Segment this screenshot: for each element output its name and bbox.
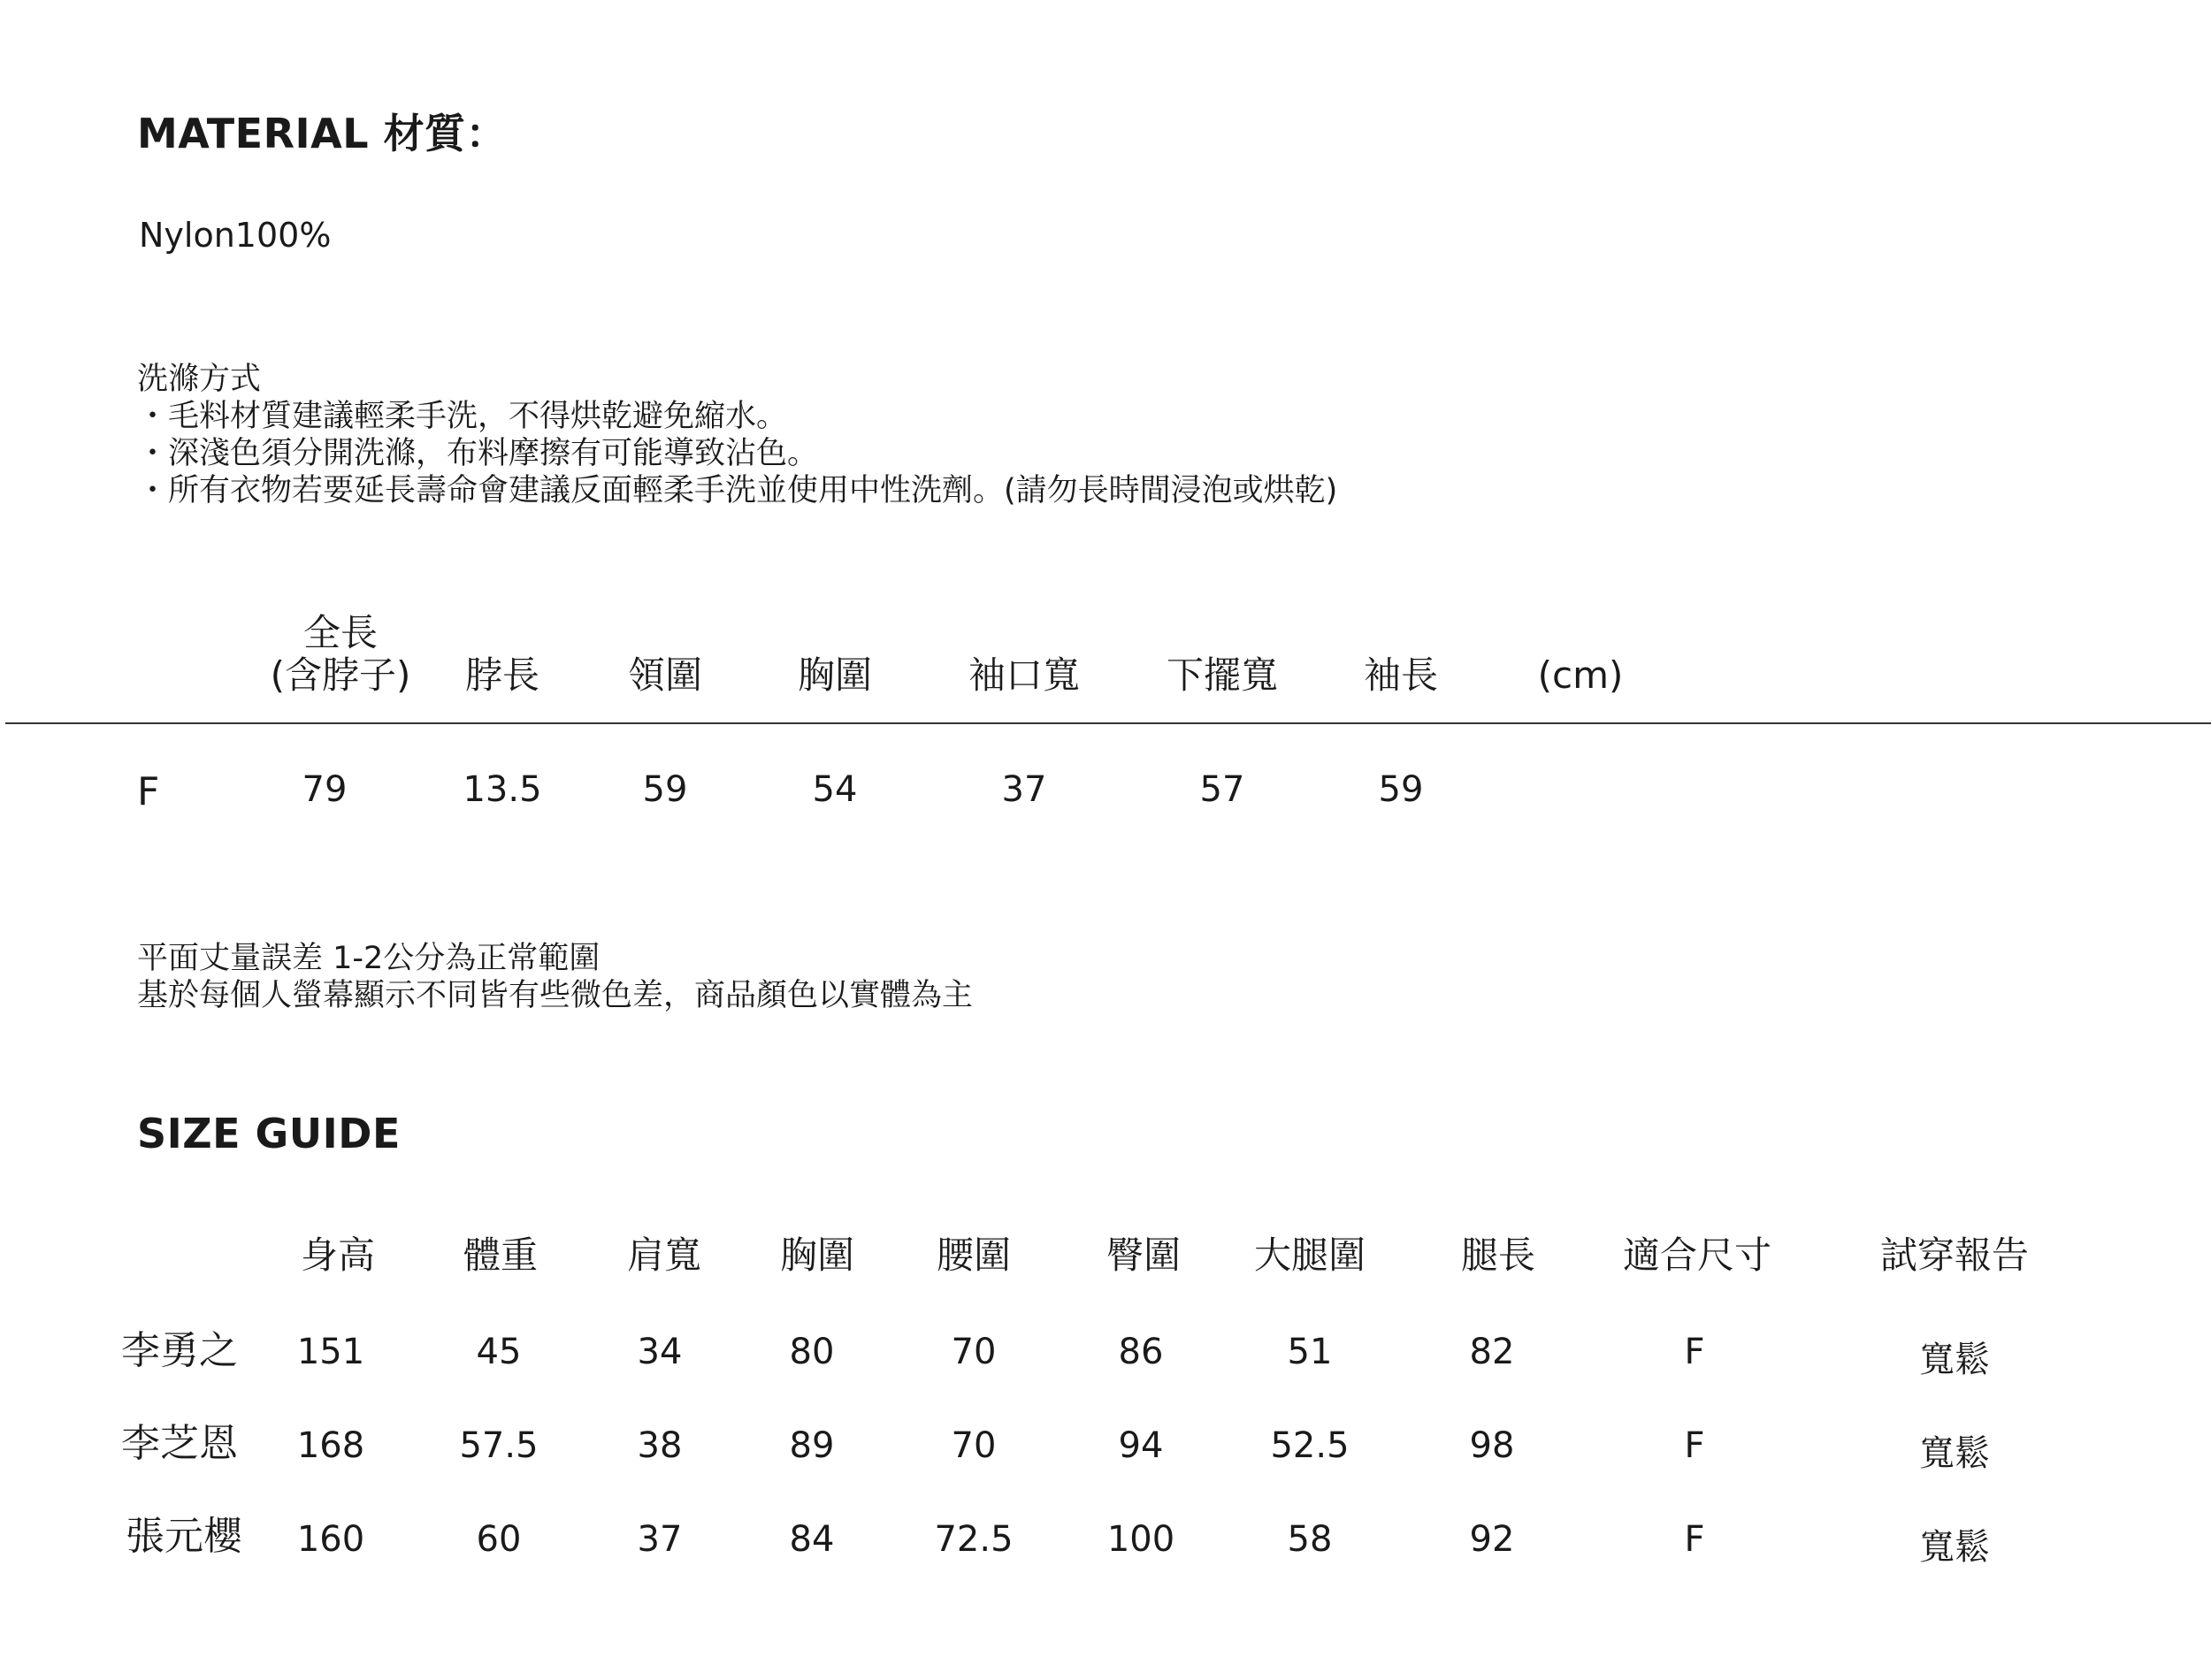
table-cell: F xyxy=(1684,1425,1705,1466)
table-cell: 52.5 xyxy=(1270,1425,1350,1466)
column-header: 腿長 xyxy=(1460,1233,1536,1277)
table-cell: 92 xyxy=(1469,1519,1515,1560)
column-header: 脖長 xyxy=(464,653,540,697)
column-header: 胸圍 xyxy=(797,653,873,697)
table-cell: 37 xyxy=(637,1519,683,1560)
table-cell: 94 xyxy=(1118,1425,1164,1466)
table-cell: 54 xyxy=(812,769,858,810)
model-name: 張元櫻 xyxy=(126,1514,242,1559)
unit-label: (cm) xyxy=(1537,653,1624,697)
column-header: 袖長 xyxy=(1363,653,1439,697)
care-instructions xyxy=(137,361,1337,509)
size-guide-heading: SIZE GUIDE xyxy=(137,1110,401,1157)
care-line: ・毛料材質建議輕柔手洗，不得烘乾避免縮水。 xyxy=(137,399,788,434)
care-line: ・所有衣物若要延長壽命會建議反面輕柔手洗並使用中性洗劑。(請勿長時間浸泡或烘乾) xyxy=(137,473,1338,508)
table-cell: 89 xyxy=(789,1425,835,1466)
column-header: 領圍 xyxy=(627,653,703,697)
table-cell: 34 xyxy=(637,1332,683,1372)
note-line: 平面丈量誤差 1-2公分為正常範圍 xyxy=(137,941,601,976)
table-cell: 51 xyxy=(1287,1332,1333,1372)
table-cell: 168 xyxy=(296,1425,365,1466)
table-cell: 37 xyxy=(1001,769,1047,810)
column-header: 胸圍 xyxy=(779,1233,855,1277)
size-label: F xyxy=(137,769,160,814)
column-header: 體重 xyxy=(463,1233,539,1277)
table-cell: 151 xyxy=(296,1332,365,1372)
fabric-composition: Nylon100% xyxy=(139,216,332,255)
table-cell: 寬鬆 xyxy=(1919,1433,1990,1474)
table-cell: 13.5 xyxy=(463,769,542,810)
table-cell: 70 xyxy=(951,1425,997,1466)
table-cell: 59 xyxy=(642,769,688,810)
column-header: 下擺寬 xyxy=(1166,653,1279,697)
table-cell: 45 xyxy=(476,1332,522,1372)
table-cell: 57.5 xyxy=(459,1425,539,1466)
column-header-line1: 全長 xyxy=(302,611,378,654)
table-cell: 84 xyxy=(789,1519,835,1560)
table-cell: 98 xyxy=(1469,1425,1515,1466)
table-cell: 59 xyxy=(1378,769,1424,810)
table-cell: 60 xyxy=(476,1519,522,1560)
table-cell: 79 xyxy=(302,769,348,810)
table-cell: 100 xyxy=(1106,1519,1175,1560)
table-cell: F xyxy=(1684,1332,1705,1372)
table-divider xyxy=(5,722,2211,724)
note-line: 基於每個人螢幕顯示不同皆有些微色差，商品顏色以實體為主 xyxy=(137,978,974,1013)
table-cell: 寬鬆 xyxy=(1919,1527,1990,1568)
table-cell: 86 xyxy=(1118,1332,1164,1372)
care-title: 洗滌方式 xyxy=(137,362,262,397)
care-line: ・深淺色須分開洗滌，布料摩擦有可能導致沾色。 xyxy=(137,436,819,471)
table-cell: 160 xyxy=(296,1519,365,1560)
table-cell: 70 xyxy=(951,1332,997,1372)
column-header: 腰圍 xyxy=(936,1233,1012,1277)
table-cell: 寬鬆 xyxy=(1919,1340,1990,1380)
column-header: 袖口寬 xyxy=(968,653,1081,697)
table-cell: F xyxy=(1684,1519,1705,1560)
table-cell: 72.5 xyxy=(934,1519,1014,1560)
table-cell: 82 xyxy=(1469,1332,1515,1372)
measurement-notes xyxy=(137,940,973,1014)
model-name: 李芝恩 xyxy=(121,1421,238,1466)
table-cell: 38 xyxy=(637,1425,683,1466)
column-header-line2: (含脖子) xyxy=(270,653,411,697)
table-cell: 80 xyxy=(789,1332,835,1372)
column-header: 臀圍 xyxy=(1106,1233,1182,1277)
table-cell: 58 xyxy=(1287,1519,1333,1560)
column-header: 試穿報告 xyxy=(1879,1233,2030,1277)
table-cell: 57 xyxy=(1199,769,1245,810)
column-header: 肩寬 xyxy=(626,1233,702,1277)
column-header: 身高 xyxy=(300,1233,376,1277)
column-header: 適合尺寸 xyxy=(1622,1233,1772,1277)
column-header: 大腿圍 xyxy=(1253,1233,1366,1277)
material-heading: MATERIAL 材質： xyxy=(137,110,508,157)
column-header xyxy=(271,612,411,697)
model-name: 李勇之 xyxy=(121,1328,238,1373)
